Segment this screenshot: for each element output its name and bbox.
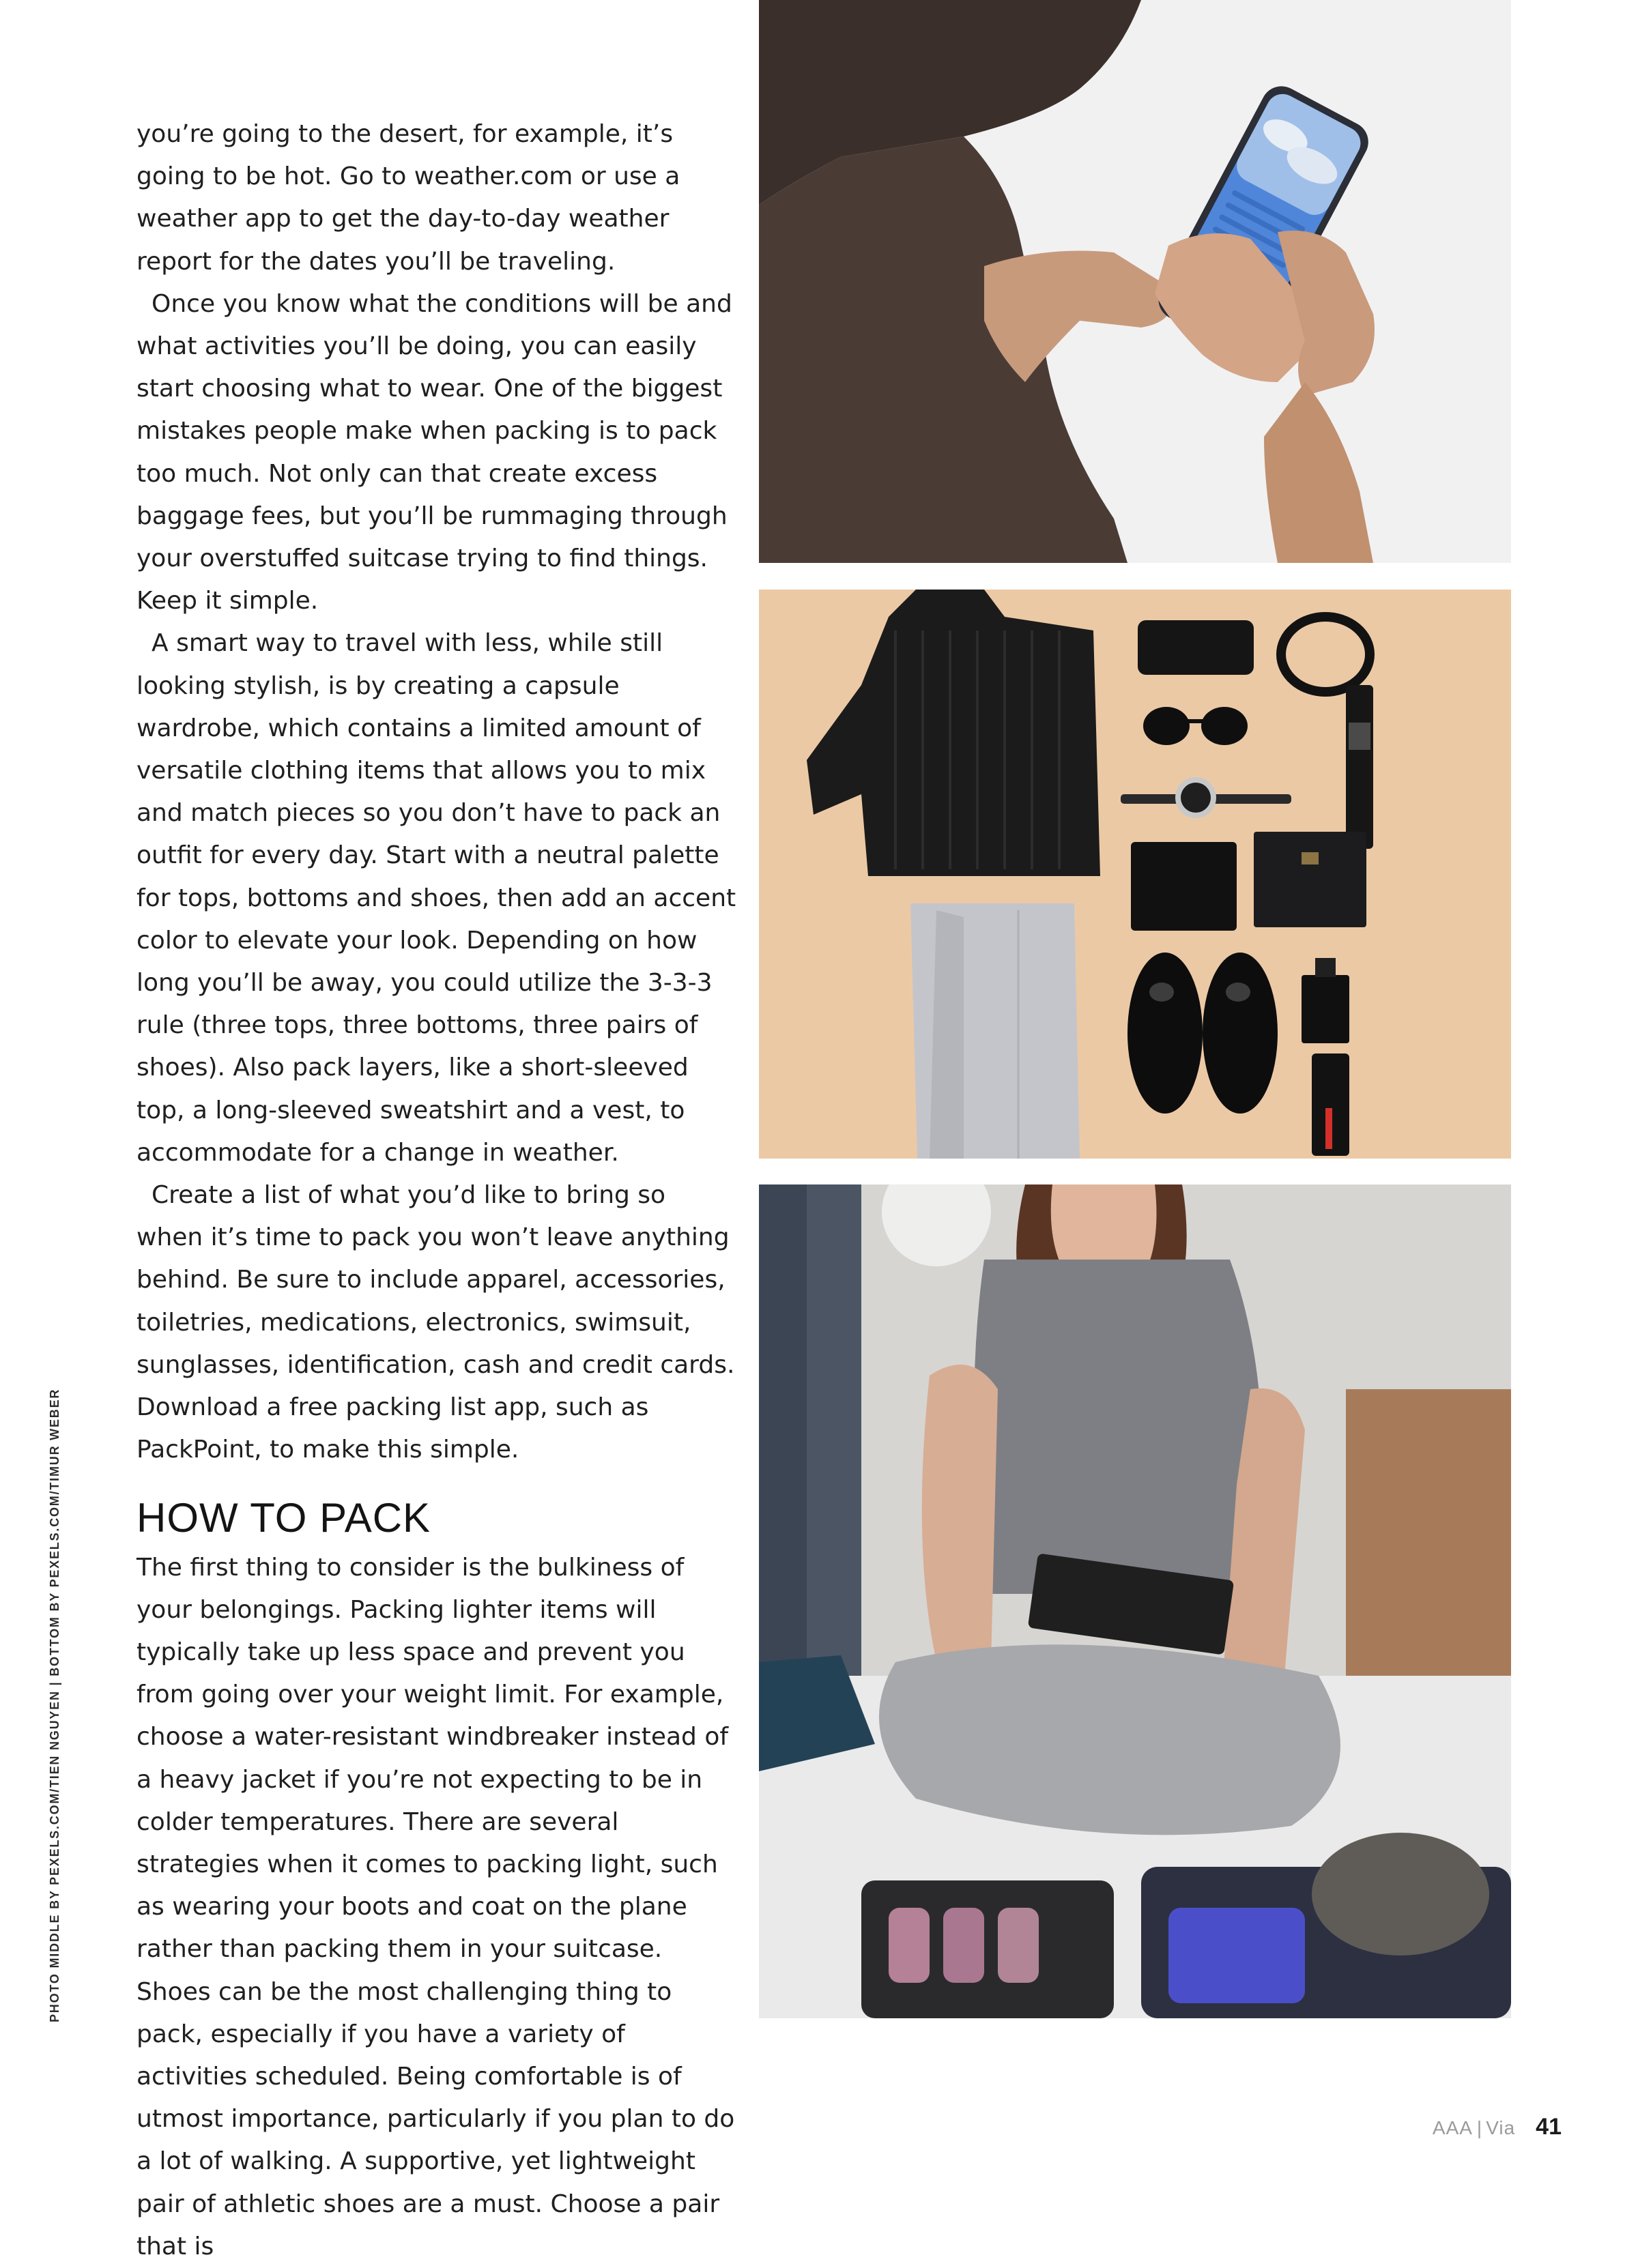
photo-credit: PHOTO MIDDLE BY PEXELS.COM/TIEN NGUYEN | BOTTOM BY PEXELS.COM/TIMUR WEBER — [48, 1388, 61, 2022]
section-name: Via — [1486, 2117, 1516, 2138]
page-footer — [1433, 2114, 1562, 2140]
footer-separator: | — [1476, 2117, 1482, 2138]
photo-capsule-wardrobe-flatlay — [759, 590, 1511, 1159]
publication-name: AAA — [1432, 2117, 1473, 2138]
body-paragraph: you’re going to the desert, for example, it’s going to be hot. Go to weather.com or use a weather app to get the day-to-day weather report for the dates you’ll be traveling. — [136, 120, 680, 276]
body-paragraph: A smart way to travel with less, while still looking stylish, is by creating a capsule wardrobe, which contains a limited amount of versatile clothing items that allows you to mix and match pieces so you don’t have to pack an outfit for every day. Start with a neutral palette for tops, bottoms and shoes, then add an accent color to elevate your look. Depending on how long you’ll be away, you could utilize the 3-3-3 rule (three tops, three bottoms, three pairs of shoes). Also pack layers, like a short-sleeved top, a long-sleeved sweatshirt and a vest, to accommodate for a change in weather. — [136, 629, 736, 1167]
body-paragraph: Create a list of what you’d like to bring so when it’s time to pack you won’t leave anything behind. Be sure to include apparel, accessories, toiletries, medications, electronics, swimsuit, sunglasses, identification, cash and credit cards. Download a free packing list app, such as PackPoint, to make this simple. — [136, 1181, 735, 1464]
section-paragraph: The first thing to consider is the bulkiness of your belongings. Packing lighter items will typically take up less space and prevent you from going over your weight limit. For example, choose a water-resistant windbreaker instead of a heavy jacket if you’re not expecting to be in colder temperatures. There are several strategies when it comes to packing light, such as wearing your boots and coat on the plane rather than packing them in your suitcase. Shoes can be the most challenging thing to pack, especially if you have a variety of activities scheduled. Being comfortable is of utmost importance, particularly if you plan to do a lot of walking. A supportive, yet lightweight pair of athletic shoes are a must. Choose a pair that is — [136, 1553, 735, 2260]
body-paragraph: Once you know what the conditions will be and what activities you’ll be doing, you can easily start choosing what to wear. One of the biggest mistakes people make when packing is to pack too much. Not only can that create excess baggage fees, but you’ll be rummaging through your overstuffed suitcase trying to find things. Keep it simple. — [136, 289, 732, 615]
section-heading: HOW TO PACK — [136, 1494, 431, 1541]
photo-phone-weather-app — [759, 0, 1511, 563]
page-number: 41 — [1536, 2114, 1562, 2140]
photo-woman-packing-suitcase — [759, 1184, 1511, 2018]
article-text-column — [136, 113, 737, 2268]
